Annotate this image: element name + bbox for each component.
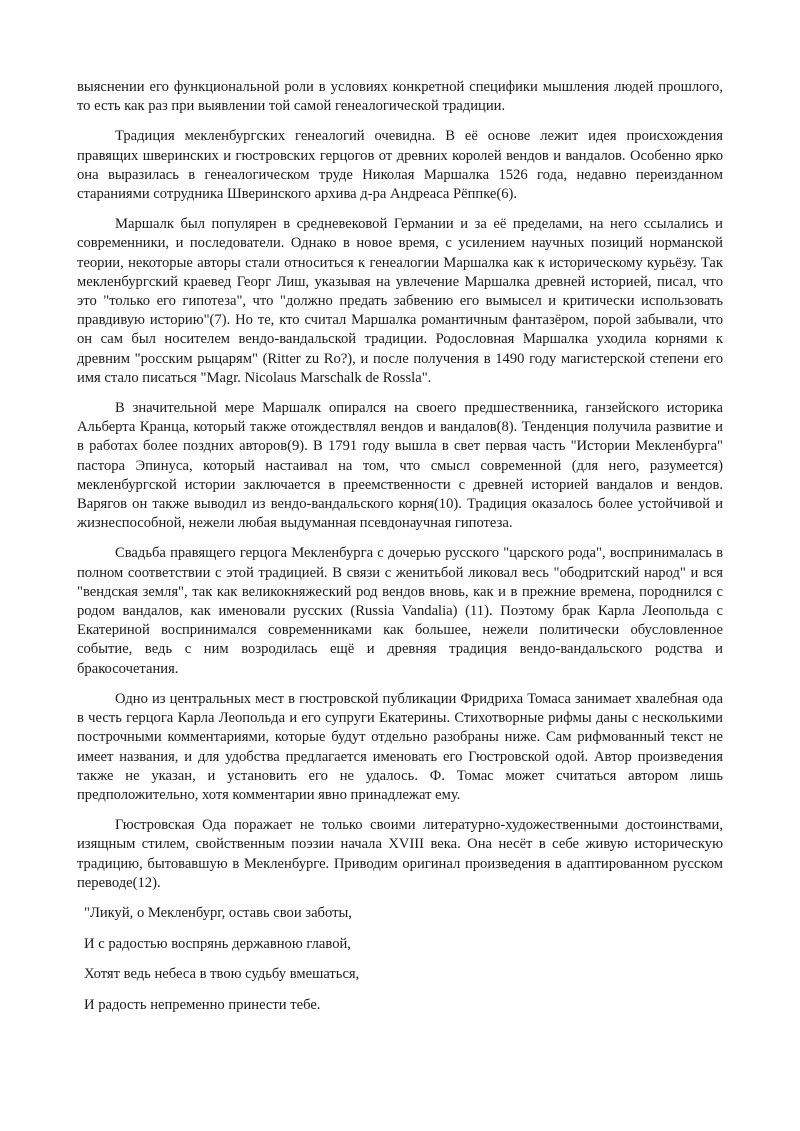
verse-line: И радость непременно принести тебе.: [84, 997, 321, 1014]
document-page: [77, 78, 723, 1027]
verse-line: Хотят ведь небеса в твою судьбу вмешаться,: [84, 966, 360, 983]
ode-verse: [77, 904, 723, 1015]
paragraph-krantz: В значительной мере Маршалк опирался на своего предшественника, ганзейского историка Альберта Кранца, который также отождествлял вендов и вандалов(8). Тенденция получила развитие и в работах более поздних авторов(9). В 1791 году вышла в свет первая часть "Истории Мекленбурга" пастора Эпинуса, который настаивал на том, что смысл современной (для него, разумеется) мекленбургской истории заключается в преемственности с древней историей вандалов и вендов. Варягов он также выводил из вендо-вандальского корня(10). Традиция оказалось более устойчивой и жизнеспособной, нежели любая выдуманная псевдонаучная гипотеза.: [77, 400, 723, 532]
paragraph-marschalk: Маршалк был популярен в средневековой Германии и за её пределами, на него ссылались и современники, и последователи. Однако в новое время, с усилением научных позиций норманской теории, некоторые авторы стали относиться к генеалогии Маршалка как к историческому курьёзу. Так мекленбургский краевед Георг Лиш, указывая на увлечение Маршалка древней историей, писал, что это "только его гипотеза", что "должно предать забвению его вымысел и критически использовать правдивую историю"(7). Но те, кто считал Маршалка романтичным фантазёром, порой забывали, что он сам был носителем вендо-вандальской традиции. Родословная Маршалка уходила корнями к древним "росским рыцарям" (Ritter zu Ro?), и после получения в 1490 году магистерской степени его имя стало писаться "Magr. Nicolaus Marschalk de Rossla".: [77, 216, 723, 386]
paragraph-ode-description: Гюстровская Ода поражает не только своими литературно-художественными достоинствами, изящным стилем, свойственным поэзии начала XVIII века. Она несёт в себе живую историческую традицию, бытовавшую в Мекленбурге. Приводим оригинал произведения в адаптированном русском переводе(12).: [77, 817, 723, 891]
paragraph-ode-intro: Одно из центральных мест в гюстровской публикации Фридриха Томаса занимает хвалебная ода в честь герцога Карла Леопольда и его супруги Екатерины. Стихотворные рифмы даны с несколькими построчными комментариями, которые будут отдельно разобраны ниже. Сам рифмованный текст не имеет названия, и для удобства предлагается именовать его Гюстровской одой. Автор произведения также не указан, и установить его не удалось. Ф. Томас может считаться автором лишь предположительно, хотя комментарии явно принадлежат ему.: [77, 690, 723, 803]
paragraph-tradition: Традиция мекленбургских генеалогий очевидна. В её основе лежит идея происхождения правящих шверинских и гюстровских герцогов от древних королей вендов и вандалов. Особенно ярко она выразилась в генеалогическом труде Николая Маршалка 1526 года, недавно переизданном стараниями сотрудника Шверинского архива д-ра Андреаса Рёппке(6).: [77, 128, 723, 203]
verse-line: И с радостью воспрянь державною главой,: [84, 935, 351, 952]
paragraph-wedding: Свадьба правящего герцога Мекленбурга с дочерью русского "царского рода", воспринималась в полном соответствии с этой традицией. В связи с женитьбой ликовал весь "ободритский народ" и вся "вендская земля", так как великокняжеский род вендов вновь, как и в прежние времена, породнился с родом вандалов, как именовали русских (Russia Vandalia) (11). Поэтому брак Карла Леопольда с Екатериной воспринимался современниками как большее, нежели политически обусловленное событие, ведь с ним возродилась ещё и древняя традиция вендо-вандальского родства и бракосочетания.: [77, 545, 723, 677]
paragraph-continuation: выяснении его функциональной роли в условиях конкретной специфики мышления людей прошлого, то есть как раз при выявлении той самой генеалогической традиции.: [77, 79, 723, 115]
verse-line: "Ликуй, о Мекленбург, оставь свои заботы,: [84, 904, 352, 921]
